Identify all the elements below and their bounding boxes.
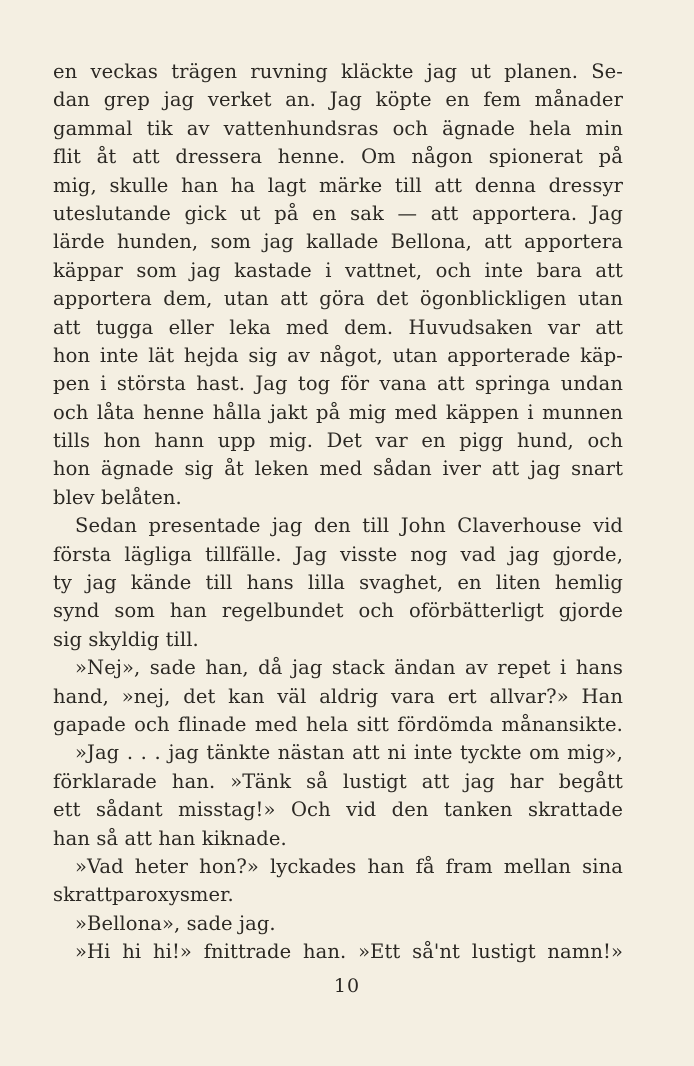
- text-line: dan grep jag verket an. Jag köpte en fem månader: [53, 88, 623, 112]
- text-line: »Jag . . . jag tänkte nästan att ni inte tyckte om mig»,: [75, 741, 623, 765]
- text-line: sig skyldig till.: [53, 627, 199, 651]
- text-line: »Nej», sade han, då jag stack ändan av repet i hans: [75, 656, 623, 680]
- text-line: mig, skulle han ha lagt märke till att denna dressyr: [53, 173, 623, 197]
- text-line: en veckas trägen ruvning kläckte jag ut planen. Se-: [53, 60, 623, 83]
- body-text: [53, 58, 623, 967]
- text-line: pen i största hast. Jag tog för vana att springa undan: [53, 372, 623, 396]
- text-line: käppar som jag kastade i vattnet, och inte bara att: [53, 258, 623, 282]
- text-line: hand, »nej, det kan väl aldrig vara ert allvar?» Han: [53, 684, 623, 708]
- text-line: första lägliga tillfälle. Jag visste nog vad jag gjorde,: [53, 542, 623, 566]
- text-line: Sedan presentade jag den till John Claverhouse vid: [75, 514, 623, 538]
- text-line: gapade och flinade med hela sitt fördömda månansikte.: [53, 712, 623, 736]
- text-line: lärde hunden, som jag kallade Bellona, att apportera: [53, 230, 623, 254]
- text-line: tills hon hann upp mig. Det var en pigg hund, och: [53, 429, 623, 453]
- text-line: hon inte lät hejda sig av något, utan apporterade käp-: [53, 343, 623, 367]
- text-line: ty jag kände till hans lilla svaghet, en liten hemlig: [53, 571, 623, 595]
- text-line: ett sådant misstag!» Och vid den tanken skrattade: [53, 798, 623, 822]
- text-line: och låta henne hålla jakt på mig med käppen i munnen: [53, 400, 623, 424]
- page-number: 10: [333, 975, 361, 997]
- text-line: »Vad heter hon?» lyckades han få fram mellan sina: [75, 854, 623, 878]
- text-line: synd som han regelbundet och oförbätterligt gjorde: [53, 599, 623, 623]
- text-line: »Bellona», sade jag.: [75, 911, 276, 935]
- text-line: skrattparoxysmer.: [53, 883, 234, 907]
- text-line: gammal tik av vattenhundsras och ägnade hela min: [53, 116, 623, 140]
- text-line: blev belåten.: [53, 485, 182, 509]
- text-line: han så att han kiknade.: [53, 826, 287, 850]
- text-line: uteslutande gick ut på en sak — att apportera. Jag: [53, 201, 623, 225]
- text-line: apportera dem, utan att göra det ögonblickligen utan: [53, 287, 623, 311]
- text-line: flit åt att dressera henne. Om någon spionerat på: [53, 145, 623, 169]
- text-line: att tugga eller leka med dem. Huvudsaken var att: [53, 315, 623, 339]
- text-line: »Hi hi hi!» fnittrade han. »Ett så'nt lustigt namn!»: [75, 940, 623, 964]
- text-line: hon ägnade sig åt leken med sådan iver att jag snart: [53, 457, 623, 481]
- text-line: förklarade han. »Tänk så lustigt att jag har begått: [53, 769, 623, 793]
